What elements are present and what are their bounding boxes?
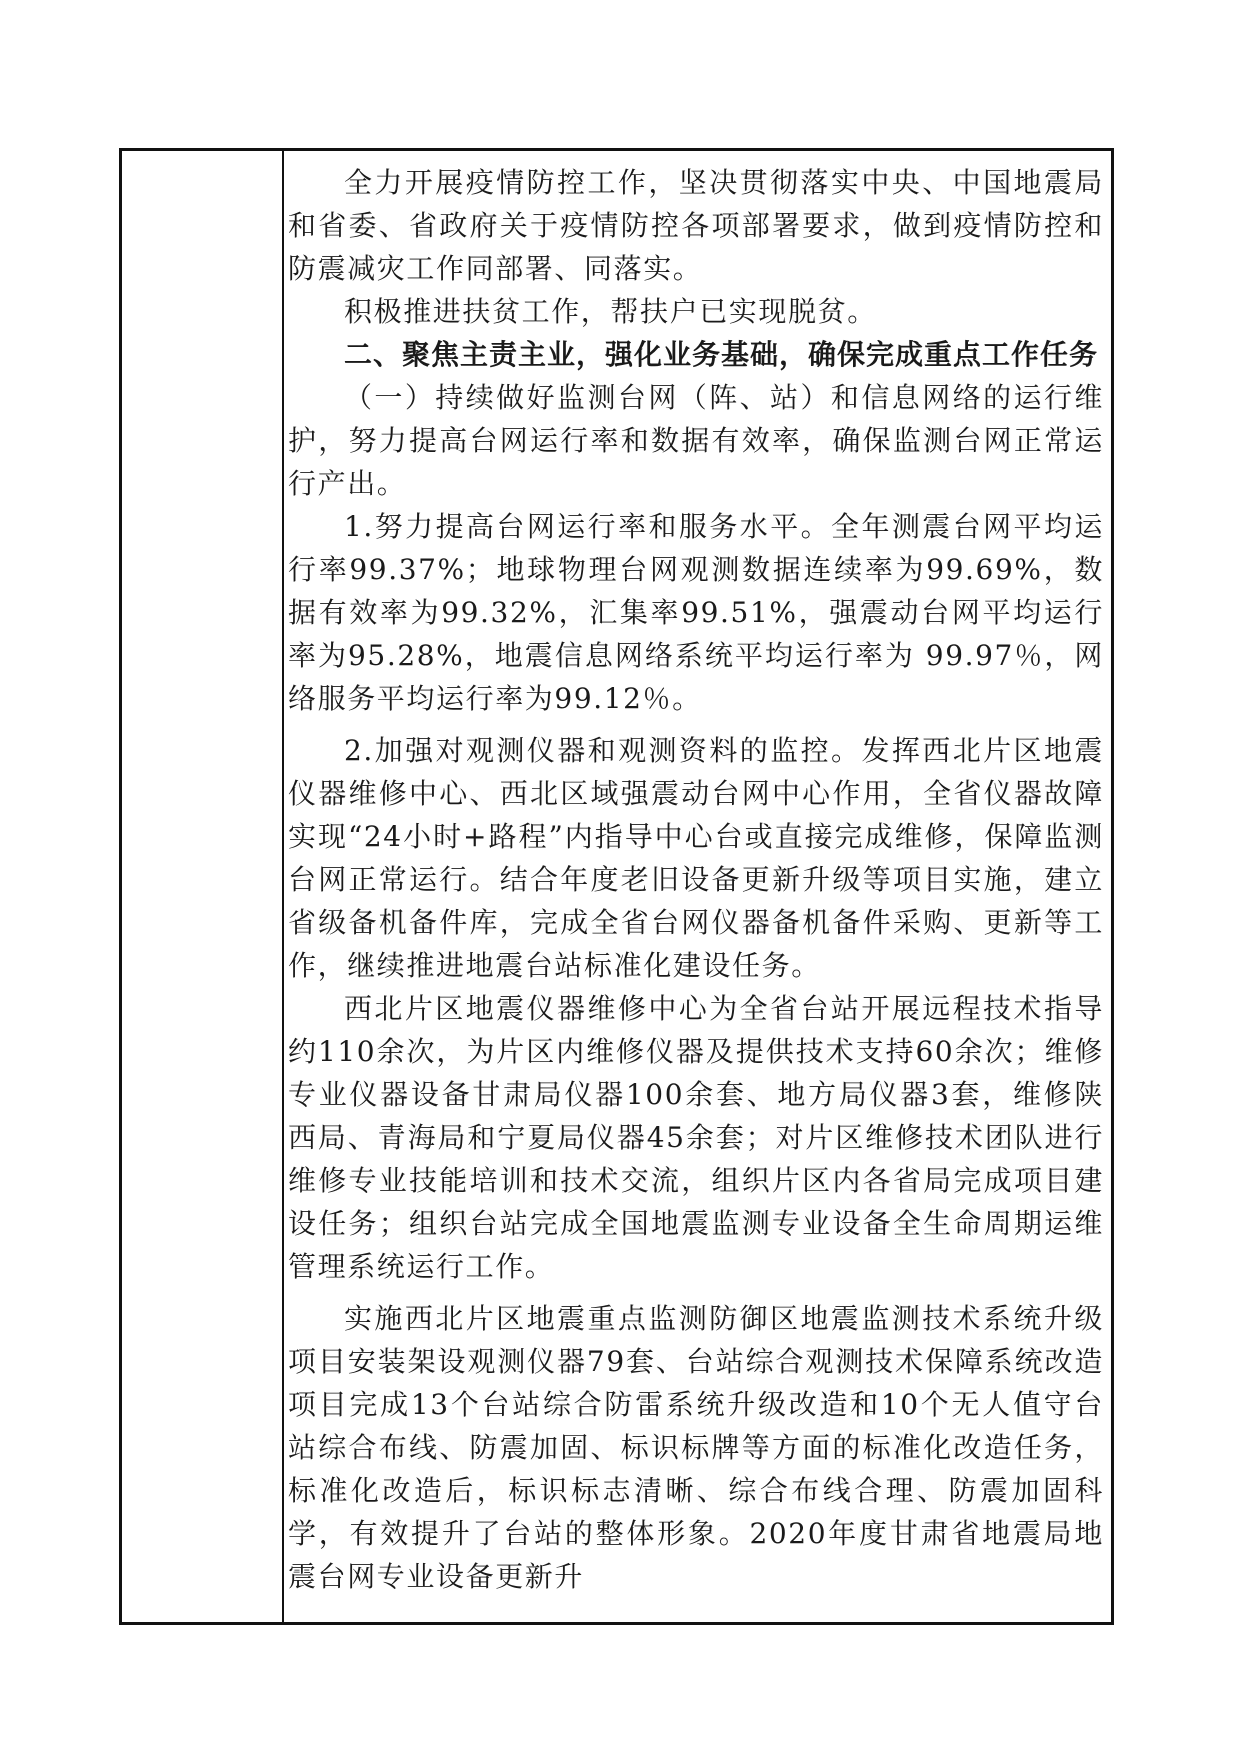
subsection-heading: （一）持续做好监测台网（阵、站）和信息网络的运行维护，努力提高台网运行率和数据有效率，确保监测台网正常运行产出。 [288,381,1104,500]
section-heading: 二、聚焦主责主业，强化业务基础，确保完成重点工作任务 [344,338,1099,371]
report-table [119,148,1114,1625]
content-cell [288,161,1104,1598]
paragraph-upgrade-project: 实施西北片区地震重点监测防御区地震监测技术系统升级项目安装架设观测仪器79套、台站综合观测技术保障系统改造项目完成13个台站综合防雷系统升级改造和10个无人值守台站综合布线、防震加固、标识标牌等方面的标准化改造任务，标准化改造后，标识标志清晰、综合布线合理、防震加固科学，有效提升了台站的整体形象。2020年度甘肃省地震局地震台网专业设备更新升 [288,1302,1104,1593]
paragraph-instrument-monitoring: 2.加强对观测仪器和观测资料的监控。发挥西北片区地震仪器维修中心、西北区域强震动台网中心作用，全省仪器故障实现“24小时+路程”内指导中心台或直接完成维修，保障监测台网正常运行。结合年度老旧设备更新升级等项目实施，建立省级备机备件库，完成全省台网仪器备机备件采购、更新等工作，继续推进地震台站标准化建设任务。 [288,734,1104,982]
column-divider [282,151,284,1622]
paragraph-operation-rates: 1.努力提高台网运行率和服务水平。全年测震台网平均运行率99.37%；地球物理台网观测数据连续率为99.69%，数据有效率为99.32%，汇集率99.51%，强震动台网平均运行率为95.28%，地震信息网络系统平均运行率为 99.97％，网络服务平均运行率为99.12％。 [288,510,1104,715]
paragraph-repair-center: 西北片区地震仪器维修中心为全省台站开展远程技术指导约110余次，为片区内维修仪器及提供技术支持60余次；维修专业仪器设备甘肃局仪器100余套、地方局仪器3套，维修陕西局、青海局和宁夏局仪器45余套；对片区维修技术团队进行维修专业技能培训和技术交流，组织片区内各省局完成项目建设任务；组织台站完成全国地震监测专业设备全生命周期运维管理系统运行工作。 [288,992,1104,1283]
paragraph-epidemic: 全力开展疫情防控工作，坚决贯彻落实中央、中国地震局和省委、省政府关于疫情防控各项部署要求，做到疫情防控和防震减灾工作同部署、同落实。 [288,166,1104,285]
paragraph-poverty: 积极推进扶贫工作，帮扶户已实现脱贫。 [344,295,877,328]
